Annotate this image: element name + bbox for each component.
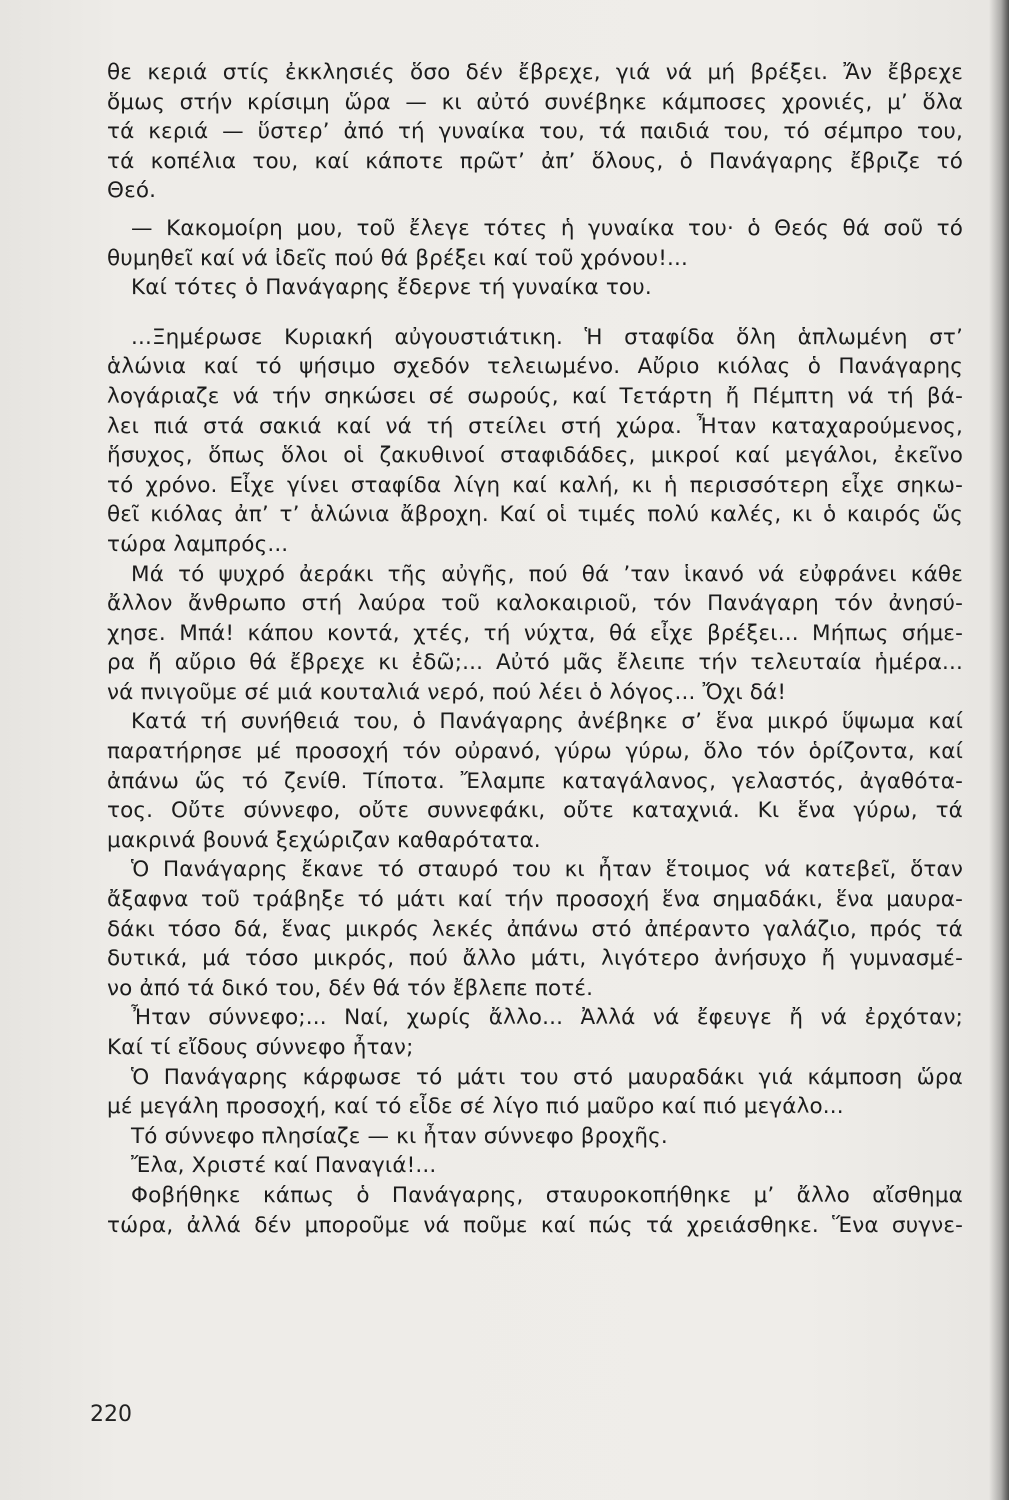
text-line: νο ἀπό τά δικό του, δέν θά τόν ἔβλεπε ποτέ. [107,975,594,1001]
text-line: ἥσυχος, ὅπως ὅλοι οἱ ζακυθινοί σταφιδάδες, μικροί καί μεγάλοι, ἐκεῖνο [107,443,963,469]
text-line: ὅμως στήν κρίσιμη ὥρα — κι αὐτό συνέβηκε κάμποσες χρονιές, μ’ ὅλα [107,89,963,115]
text-line: Μά τό ψυχρό ἀεράκι τῆς αὐγῆς, πού θά ’ταν ἱκανό νά εὐφράνει κάθε [131,561,963,587]
text-line: λογάριαζε νά τήν σηκώσει σέ σωρούς, καί Τετάρτη ἤ Πέμπτη νά τή βά- [107,383,963,409]
text-line: Ὁ Πανάγαρης κάρφωσε τό μάτι του στό μαυραδάκι γιά κάμποση ὥρα [131,1064,963,1090]
text-line: Φοβήθηκε κάπως ὁ Πανάγαρης, σταυροκοπήθηκε μ’ ἄλλο αἴσθημα [131,1182,963,1208]
text-line: τος. Οὔτε σύννεφο, οὔτε συννεφάκι, οὔτε καταχνιά. Κι ἕνα γύρω, τά [107,798,963,824]
text-line: τά κοπέλια του, καί κάποτε πρῶτ’ ἀπ’ ὅλους, ὁ Πανάγαρης ἔβριζε τό [107,148,963,174]
text-line: Τό σύννεφο πλησίαζε — κι ἦταν σύννεφο βροχῆς. [131,1123,668,1149]
text-line: Καί τότες ὁ Πανάγαρης ἔδερνε τή γυναίκα του. [131,275,652,301]
page-edge-shadow [989,0,1009,1500]
text-line: μέ μεγάλη προσοχή, καί τό εἶδε σέ λίγο πιό μαῦρο καί πιό μεγάλο... [107,1094,844,1120]
text-line: Ὁ Πανάγαρης ἔκανε τό σταυρό του κι ἦταν ἕτοιμος νά κατεβεῖ, ὅταν [131,857,963,883]
page-number: 220 [90,1402,132,1427]
text-line: νά πνιγοῦμε σέ μιά κουταλιά νερό, πού λέει ὁ λόγος... Ὄχι δά! [107,679,787,705]
section-gap [107,303,963,323]
text-line: παρατήρησε μέ προσοχή τόν οὐρανό, γύρω γύρω, ὅλο τόν ὁρίζοντα, καί [107,739,963,765]
paragraph-gap [107,206,963,214]
text-line: ἀπάνω ὥς τό ζενίθ. Τίποτα. Ἔλαμπε καταγάλανος, γελαστός, ἀγαθότα- [107,768,963,794]
text-line: ἁλώνια καί τό ψήσιμο σχεδόν τελειωμένο. Αὔριο κιόλας ὁ Πανάγαρης [107,354,963,380]
text-line: ρα ἤ αὔριο θά ἔβρεχε κι ἐδῶ;... Αὐτό μᾶς ἔλειπε τήν τελευταία ἡμέρα... [107,650,963,676]
text-line: τώρα λαμπρός... [107,531,289,557]
text-line: ἄξαφνα τοῦ τράβηξε τό μάτι καί τήν προσοχή ἕνα σημαδάκι, ἕνα μαυρα- [107,887,963,913]
text-line: ἄλλον ἄνθρωπο στή λαύρα τοῦ καλοκαιριοῦ, τόν Πανάγαρη τόν ἀνησύ- [107,591,963,617]
text-line: Ἔλα, Χριστέ καί Παναγιά!... [131,1153,437,1179]
text-line: λει πιά στά σακιά καί νά τή στείλει στή χώρα. Ἦταν καταχαρούμενος, [107,413,963,439]
text-line: μακρινά βουνά ξεχώριζαν καθαρότατα. [107,827,541,853]
text-line: τώρα, ἀλλά δέν μποροῦμε νά ποῦμε καί πώς τά χρειάσθηκε. Ἕνα συγνε- [107,1212,963,1238]
text-line: τά κεριά — ὕστερ’ ἀπό τή γυναίκα του, τά παιδιά του, τό σέμπρο του, [107,119,963,145]
text-line: Θεό. [107,178,157,204]
text-line: τό χρόνο. Εἶχε γίνει σταφίδα λίγη καί καλή, κι ἡ περισσότερη εἶχε σηκω- [107,472,963,498]
text-line: Κατά τή συνήθειά του, ὁ Πανάγαρης ἀνέβηκε σ’ ἕνα μικρό ὕψωμα καί [131,709,963,735]
text-line: — Κακομοίρη μου, τοῦ ἔλεγε τότες ἡ γυναίκα του· ὁ Θεός θά σοῦ τό [131,215,963,241]
text-line: δάκι τόσο δά, ἕνας μικρός λεκές ἀπάνω στό ἀπέραντο γαλάζιο, πρός τά [107,916,963,942]
text-line: Καί τί εἴδους σύννεφο ἦταν; [107,1035,414,1060]
text-line: χησε. Μπά! κάπου κοντά, χτές, τή νύχτα, θά εἶχε βρέξει... Μήπως σήμε- [107,620,963,646]
text-line: θεῖ κιόλας ἀπ’ τ’ ἁλώνια ἄβροχη. Καί οἱ τιμές πολύ καλές, κι ὁ καιρός ὥς [107,502,963,528]
text-line: δυτικά, μά τόσο μικρός, πού ἄλλο μάτι, λιγότερο ἀνήσυχο ἤ γυμνασμέ- [107,946,963,972]
body-text [107,58,963,1240]
text-line: θε κεριά στίς ἐκκλησιές ὅσο δέν ἔβρεχε, γιά νά μή βρέξει. Ἄν ἔβρεχε [107,60,963,85]
text-line: ...Ξημέρωσε Κυριακή αὐγουστιάτικη. Ἡ σταφίδα ὅλη ἁπλωμένη στ’ [131,324,963,350]
text-line: Ἦταν σύννεφο;... Ναί, χωρίς ἄλλο... Ἀλλά νά ἔφευγε ἤ νά ἐρχόταν; [131,1005,963,1031]
text-line: θυμηθεῖ καί νά ἰδεῖς πού θά βρέξει καί τοῦ χρόνου!... [107,245,688,271]
